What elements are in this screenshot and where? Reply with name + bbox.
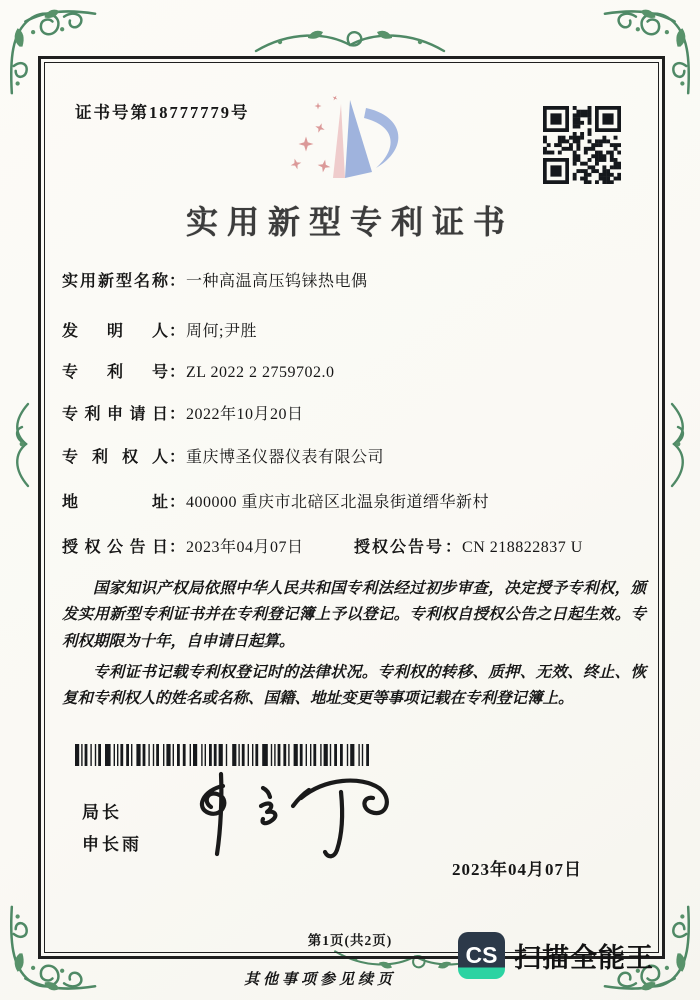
- field-value: 400000 重庆市北碚区北温泉街道缙华新村: [186, 494, 490, 511]
- colon: ：: [168, 406, 185, 423]
- legal-paragraph-1: 国家知识产权局依照中华人民共和国专利法经过初步审查，决定授予专利权，颁发实用新型专利证书并在专利登记簿上予以登记。专利权自授权公告之日起生效。专利权期限为十年，自申请日起算。: [62, 580, 646, 650]
- grant-no-value: CN 218822837 U: [462, 539, 583, 556]
- grant-date-value: 2023年04月07日: [186, 539, 304, 556]
- signer-block: [82, 797, 142, 862]
- footer-note: 其他事项参见续页: [243, 972, 396, 988]
- field-label: 专利权人: [62, 449, 168, 466]
- field-label: 实用新型名称: [62, 273, 168, 290]
- colon: ：: [168, 323, 185, 340]
- page-info: 第1页(共2页): [307, 933, 393, 948]
- colon: ：: [445, 539, 462, 556]
- field-row-filing-date: [62, 401, 647, 424]
- field-row-inventor: [62, 318, 647, 341]
- camscanner-watermark: [458, 932, 654, 979]
- certificate-number: 证书号第18777779号: [75, 103, 250, 122]
- certificate-title: 实用新型专利证书: [185, 204, 514, 240]
- signer-name: 申长雨: [82, 835, 142, 855]
- cnipa-logo-icon: [280, 86, 425, 197]
- signer-title: 局长: [82, 803, 122, 822]
- colon: ：: [168, 539, 185, 556]
- signature-icon: [165, 768, 415, 865]
- field-label: 地址: [62, 494, 168, 511]
- colon: ：: [168, 449, 185, 466]
- field-value: 2022年10月20日: [186, 406, 304, 423]
- camscanner-badge-icon: CS: [458, 932, 505, 979]
- colon: ：: [168, 494, 185, 511]
- field-label: 专利申请日: [62, 406, 168, 423]
- colon: ：: [168, 364, 185, 381]
- field-label: 发明人: [62, 323, 168, 340]
- field-row-patent-no: [62, 359, 647, 382]
- field-row-address: [62, 489, 647, 512]
- field-label: 专利号: [62, 364, 168, 381]
- field-row-grant: [62, 534, 647, 557]
- field-row-name: [62, 268, 647, 291]
- grant-date-label: 授权公告日: [62, 539, 168, 556]
- legal-paragraph-2: 专利证书记载专利权登记时的法律状况。专利权的转移、质押、无效、终止、恢复和专利权人的姓名或名称、国籍、地址变更等事项记载在专利登记簿上。: [62, 664, 646, 708]
- qr-code-icon: [543, 106, 621, 189]
- issue-date: 2023年04月07日: [452, 860, 582, 879]
- field-value: 周何;尹胜: [186, 323, 257, 340]
- field-value: 一种高温高压钨铼热电偶: [186, 273, 368, 290]
- colon: ：: [168, 273, 185, 290]
- camscanner-text: 扫描全能王: [514, 943, 654, 973]
- field-value: ZL 2022 2 2759702.0: [186, 364, 335, 381]
- grant-no-label: 授权公告号: [354, 539, 445, 556]
- legal-text: [62, 576, 646, 718]
- barcode-icon: [75, 744, 375, 771]
- field-value: 重庆博圣仪器仪表有限公司: [186, 449, 385, 466]
- field-row-patentee: [62, 444, 647, 467]
